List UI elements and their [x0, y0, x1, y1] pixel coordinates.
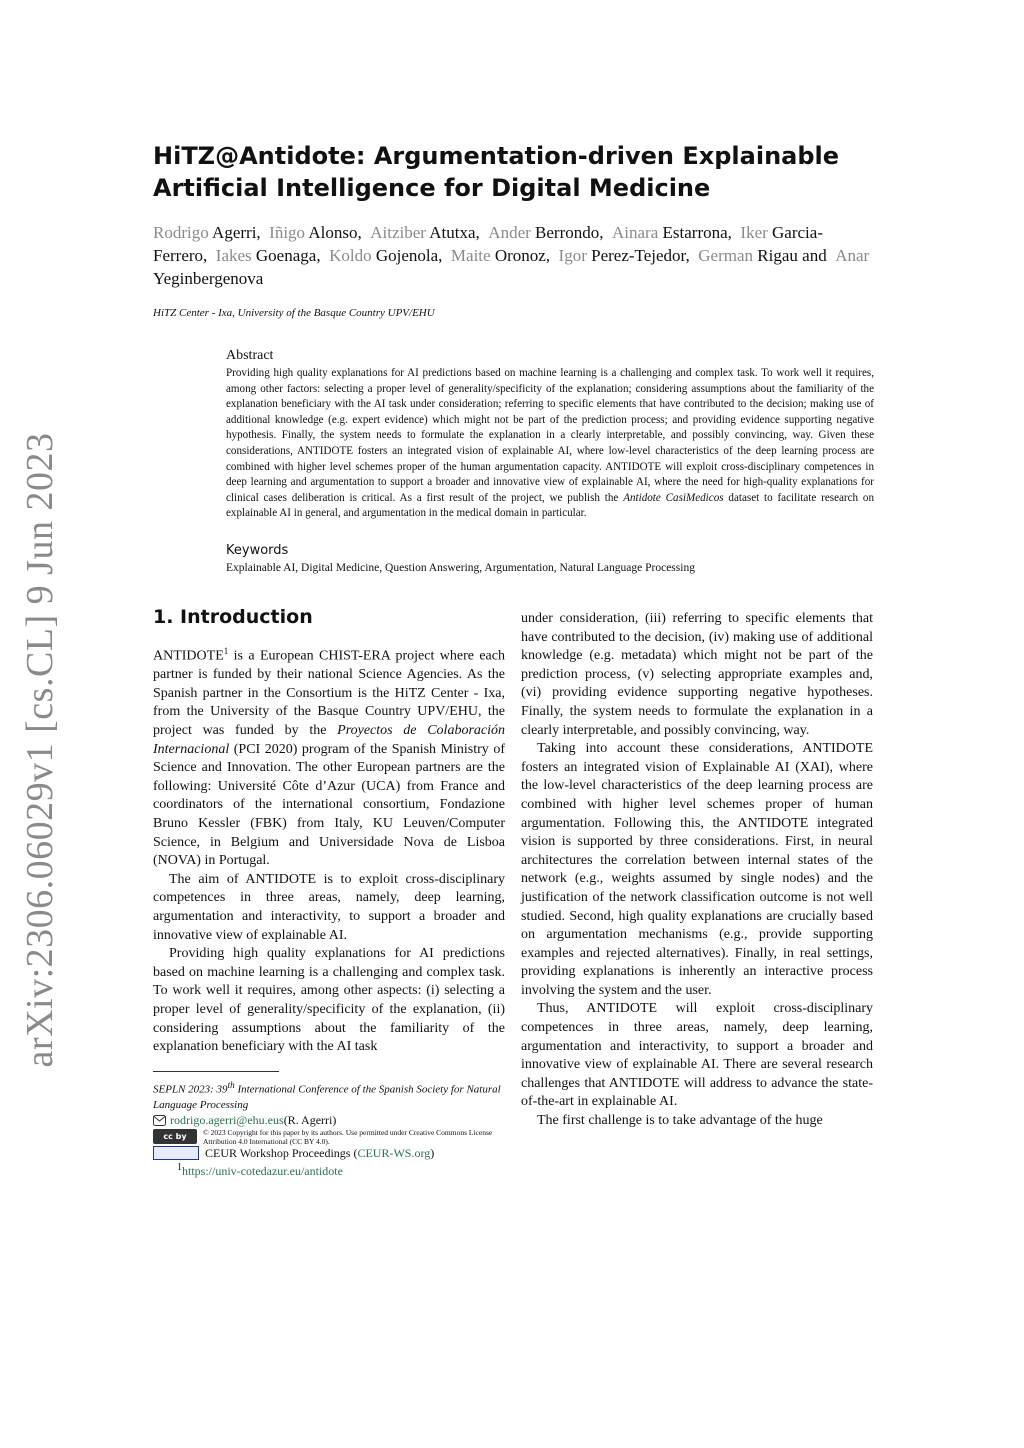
- conference-venue: SEPLN 2023: 39th International Conference of the Spanish Society for Natural Language Processing: [153, 1080, 501, 1111]
- abstract-block: [226, 347, 874, 522]
- author-given-name: Ander: [488, 223, 531, 242]
- author-given-name: Anar: [835, 246, 870, 265]
- intro-paragraph-2: The aim of ANTIDOTE is to exploit cross-disciplinary competences in three areas, namely, deep learning, argumentation and interactivity, to support a broader and innovative view of explainable AI.: [153, 871, 505, 943]
- author-family-name: Atutxa,: [429, 223, 480, 242]
- author-given-name: Iakes: [215, 246, 252, 265]
- author: [269, 223, 362, 242]
- author-family-name: Perez-Tejedor,: [591, 246, 690, 265]
- author-family-name: Agerri,: [212, 223, 261, 242]
- dataset-name: Antidote CasiMedicos: [623, 491, 724, 504]
- abstract-heading: Abstract: [226, 348, 274, 363]
- author-family-name: Yeginbergenova: [153, 269, 264, 288]
- keywords-block: [226, 542, 874, 576]
- author: [370, 223, 480, 242]
- right-column: [521, 610, 873, 1131]
- author-given-name: Maite: [450, 246, 491, 265]
- footnote-1: $^1$https://univ-cotedazur.eu/antidote: [177, 1161, 343, 1178]
- author-given-name: Rodrigo: [153, 223, 209, 242]
- author-given-name: Iker: [740, 223, 768, 242]
- intro-paragraph-5: Thus, ANTIDOTE will exploit cross-disciplinary competences in three areas, namely, deep learning, argumentation and interactivity, to support a broader and innovative view of explainable AI. There are several research challenges that ANTIDOTE will address to advance the state-of-the-art in explainable AI.: [521, 1001, 873, 1110]
- creative-commons-badge-icon: cc by: [153, 1129, 197, 1144]
- license-row: [153, 1128, 505, 1146]
- license-text: © 2023 Copyright for this paper by its authors. Use permitted under Creative Commons License Attribution 4.0 International (CC BY 4.0).: [203, 1127, 493, 1146]
- author-given-name: Ainara: [612, 223, 659, 242]
- author-family-name: Gojenola,: [375, 246, 443, 265]
- author: [216, 246, 321, 265]
- author-list: [153, 221, 873, 290]
- ceur-logo-icon: [153, 1146, 199, 1160]
- envelope-icon: [153, 1115, 166, 1126]
- intro-paragraph-3-continued: under consideration, (iii) referring to specific elements that have contributed to the decision, (iv) making use of additional knowledge (e.g. metadata) which might not be part of the prediction process, (v) selecting appropriate examples and, (vi) providing evidence supporting negative hypotheses. Finally, the system needs to formulate the explanation in a clearly interpretable, and possibly convincing, way.: [521, 611, 873, 738]
- author-given-name: Iñigo: [269, 223, 306, 242]
- title-line-1: HiTZ@Antidote: Argumentation-driven Explainable: [153, 142, 840, 170]
- abstract-text: Providing high quality explanations for AI predictions based on machine learning is a challenging and complex task. To work well it requires, among other factors: selecting a proper level of generality/specificity of the explanation; considering assumptions about the familiarity of the explanation beneficiary with the AI task under consideration; referring to specific elements that have contributed to the decision; making use of additional knowledge (e.g. expert evidence) which might not be part of the prediction process; and providing evidence supporting negative hypothesis. Finally, the system needs to formulate the explanation in a clearly interpretable, and possibly convincing, way. Given these considerations, ANTIDOTE fosters an integrated vision of explainable AI, where low-level characteristics of the deep learning process are combined with higher level schemes proper of the human argumentation capacity. ANTIDOTE will exploit cross-disciplinary competences in deep learning and argumentation to support a broader and innovative view of explainable AI, where the need for high-quality explanations for clinical cases deliberation is critical. As a first result of the project, we publish the Antidote CasiMedicos dataset to facilitate research on explainable AI in general, and argumentation in the medical domain in particular.: [226, 367, 875, 520]
- section-heading-introduction: 1. Introduction: [153, 606, 313, 628]
- author-family-name: Goenaga,: [255, 246, 321, 265]
- author: [153, 223, 261, 242]
- author-family-name: Alonso,: [308, 223, 362, 242]
- footnote-mark-1[interactable]: 1: [223, 646, 229, 656]
- author-email-link[interactable]: rodrigo.agerri@ehu.eus: [170, 1112, 284, 1127]
- left-column: [153, 604, 505, 1057]
- author-family-name: Rigau and: [757, 246, 827, 265]
- affiliation: HiTZ Center - Ixa, University of the Basque Country UPV/EHU: [153, 307, 435, 319]
- keywords-text: Explainable AI, Digital Medicine, Question Answering, Argumentation, Natural Language Processing: [226, 562, 695, 574]
- footnote-rule: [153, 1071, 279, 1072]
- author-given-name: Igor: [558, 246, 587, 265]
- author: [329, 246, 442, 265]
- footnotes: [153, 1071, 505, 1179]
- footnote-1-link[interactable]: https://univ-cotedazur.eu/antidote: [182, 1163, 343, 1178]
- intro-paragraph-1: ANTIDOTE$^1$ is a European CHIST-ERA project where each partner is funded by their national Science Agencies. As the Spanish partner in the Consortium is the HiTZ Center - Ixa, from the University of the Basque Country UPV/EHU, the project was funded by the Proyectos de Colaboración Internacional (PCI 2020) program of the Spanish Ministry of Science and Innovation. The other European partners are the following: Université Côte d’Azur (UCA) from France and coordinators of the international consortium, Fondazione Bruno Kessler (FBK) from Italy, KU Leuven/Computer Science, in Belgium and Universidade Nova de Lisboa (NOVA) in Portugal.: [153, 646, 505, 869]
- author: [698, 246, 826, 265]
- intro-paragraph-6: The first challenge is to take advantage of the huge: [537, 1113, 823, 1129]
- author-given-name: Koldo: [329, 246, 372, 265]
- arxiv-identifier: arXiv:2306.06029v1 [cs.CL] 9 Jun 2023: [19, 432, 61, 1068]
- ceur-link[interactable]: CEUR-WS.org: [357, 1145, 431, 1160]
- author-given-name: Aitziber: [370, 223, 426, 242]
- ceur-row: CEUR Workshop Proceedings ( CEUR-WS.org ): [153, 1146, 505, 1161]
- author-email-row: rodrigo.agerri@ehu.eus (R. Agerri): [153, 1113, 505, 1128]
- author-family-name: Estarrona,: [662, 223, 732, 242]
- title-line-2: Artificial Intelligence for Digital Medicine: [153, 174, 711, 202]
- author: [559, 246, 690, 265]
- author: [488, 223, 603, 242]
- author: [451, 246, 550, 265]
- author-family-name: Oronoz,: [494, 246, 551, 265]
- author-family-name: Garcia-Ferrero,: [153, 223, 823, 265]
- intro-paragraph-4: Taking into account these considerations, ANTIDOTE fosters an integrated vision of Explainable AI (XAI), where the low-level characteristics of the deep learning process are combined with higher level schemes proper of human argumentation. Following this, the ANTIDOTE integrated vision is supported by three considerations. First, in neural architectures the correlation between internal states of the network (e.g., weights assumed by single nodes) and the justification of the network classification outcome is not well studied. Second, high quality explanations are crucially based on argumentation mechanisms (e.g., provide supporting examples and rejected alternatives). Finally, in real settings, providing explanations is inherently an interactive process involving the system and the user.: [521, 741, 873, 998]
- author-given-name: German: [698, 246, 754, 265]
- keywords-heading: Keywords: [226, 543, 289, 558]
- paper-title: [153, 140, 873, 204]
- author-family-name: Berrondo,: [535, 223, 604, 242]
- arxiv-sidebar: [10, 432, 70, 1068]
- author: [612, 223, 732, 242]
- intro-paragraph-3: Providing high quality explanations for AI predictions based on machine learning is a challenging and complex task. To work well it requires, among other aspects: (i) selecting a proper level of generality/specificity of the explanation, (ii) considering assumptions about the familiarity of the explanation beneficiary with the AI task: [153, 946, 505, 1055]
